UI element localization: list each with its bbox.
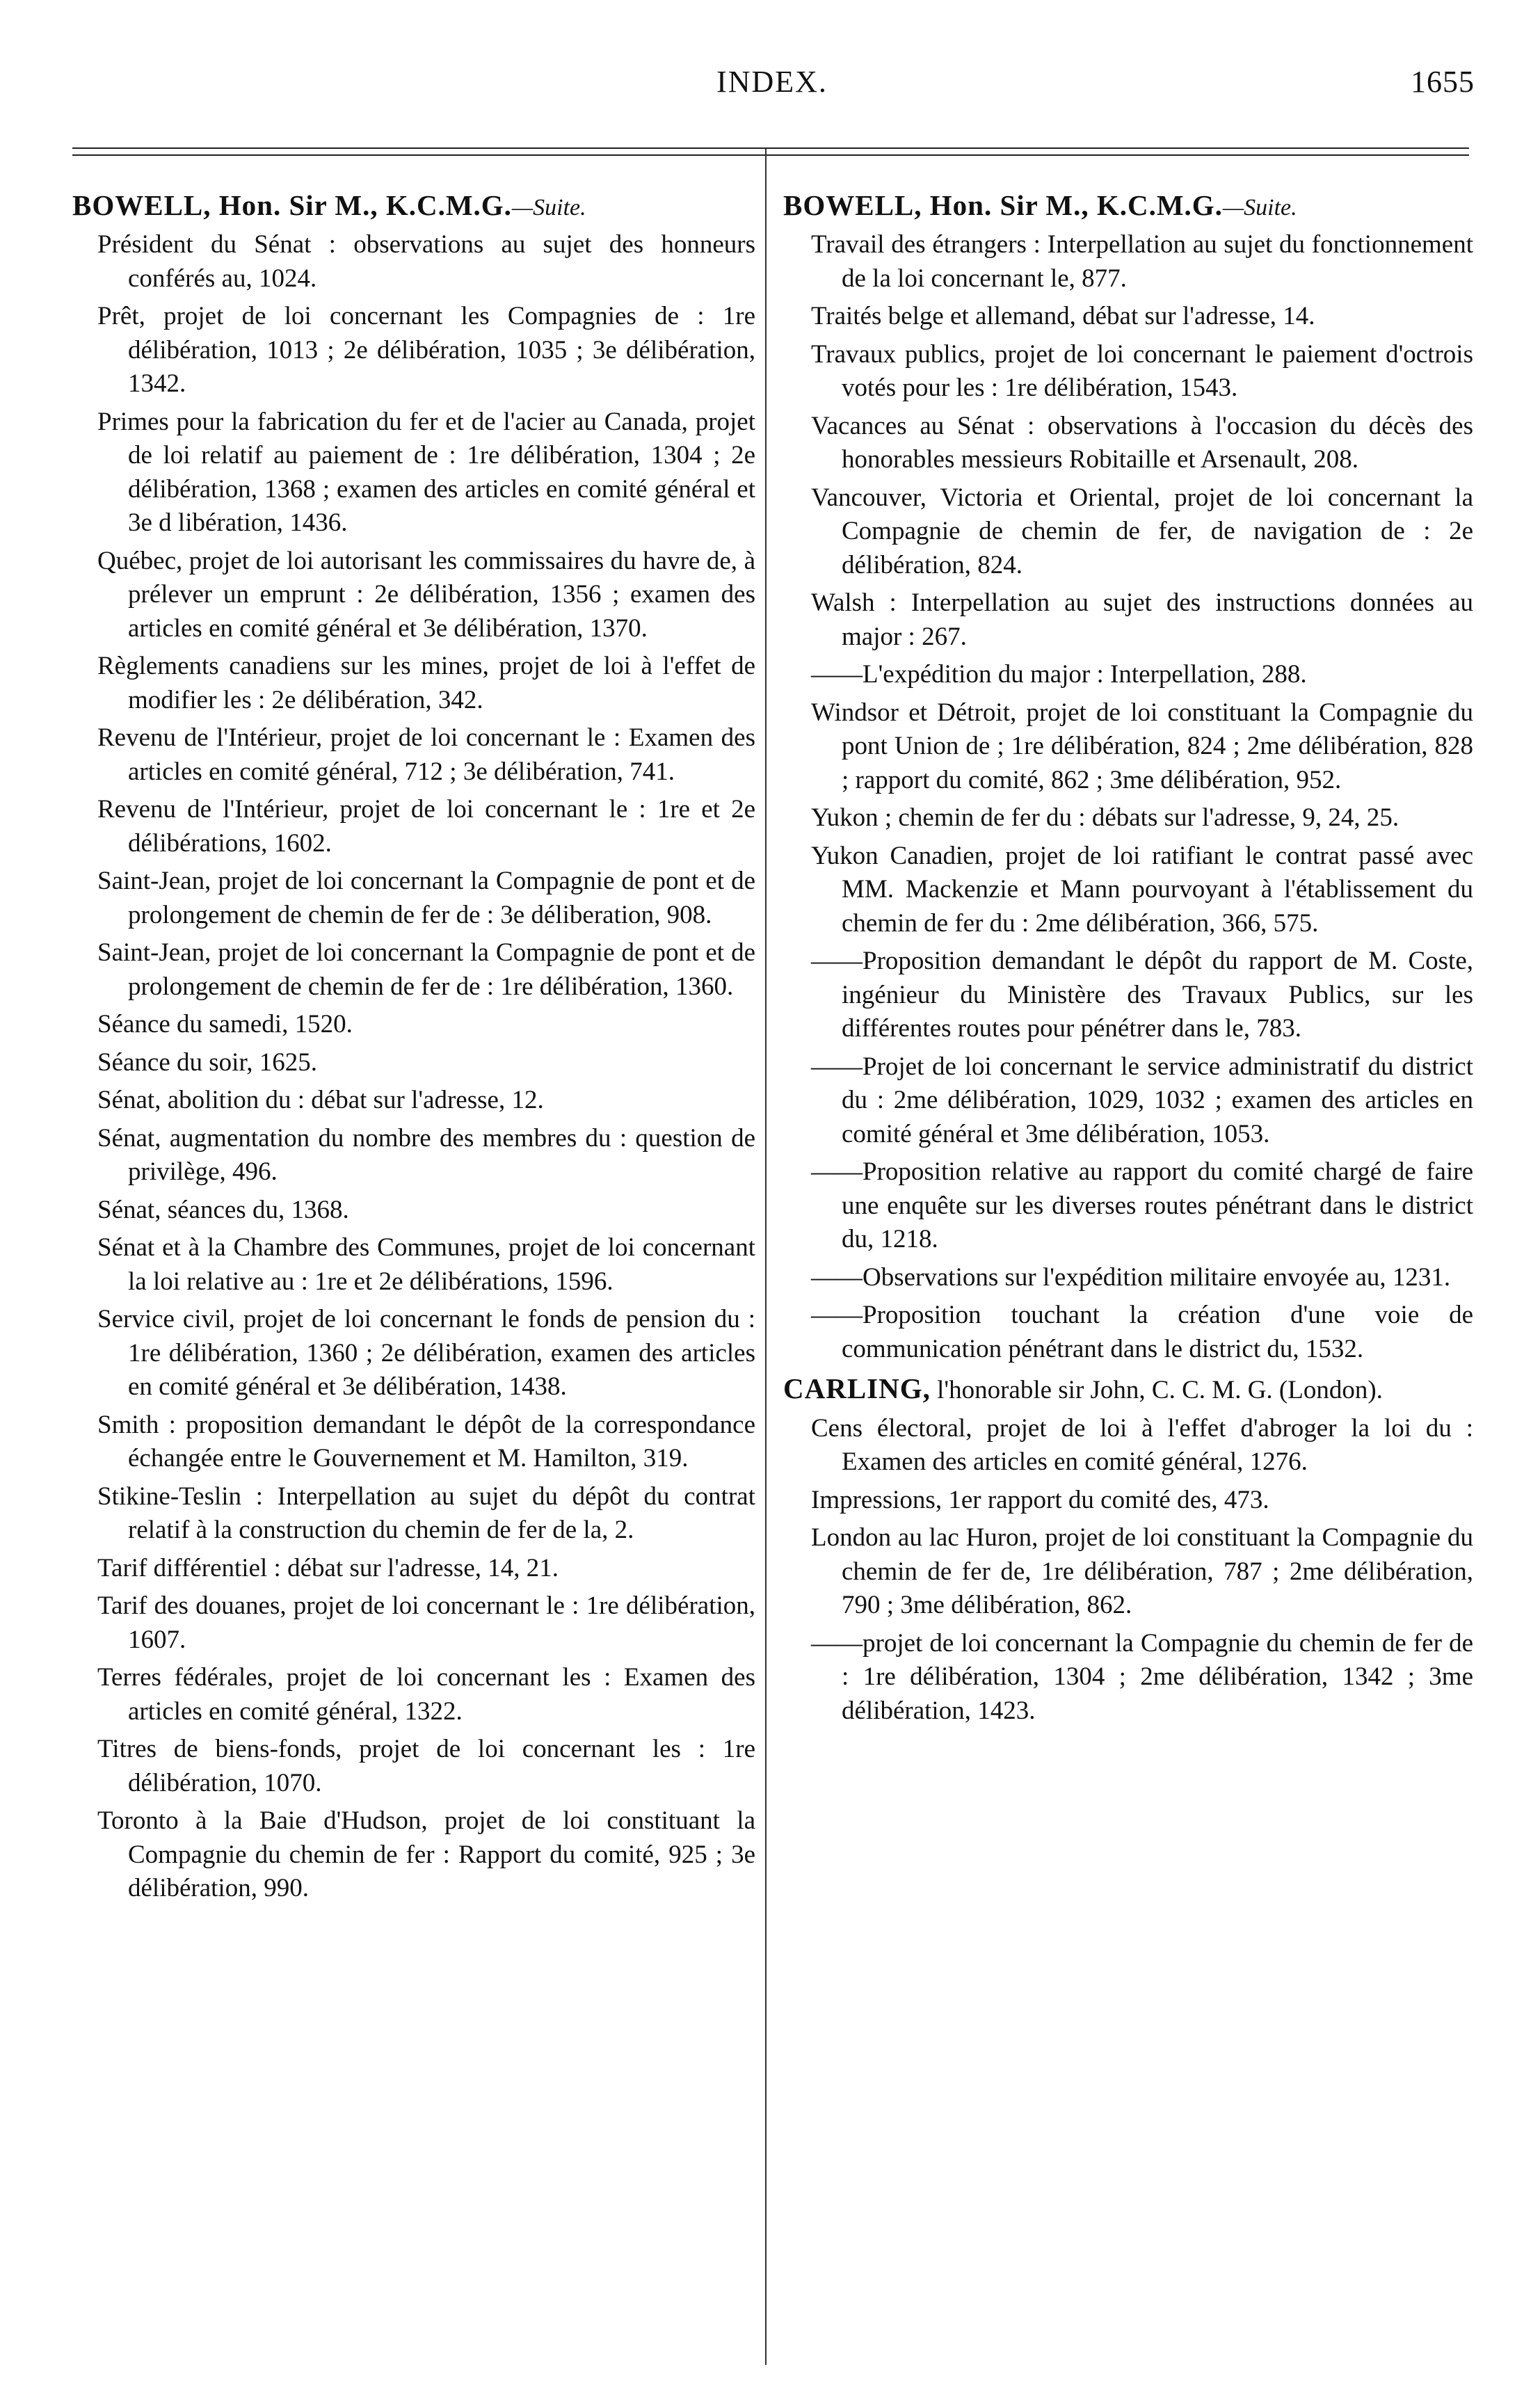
index-entry: Sénat et à la Chambre des Communes, projet de loi concernant la loi relative au : 1re et 2e délibérations, 1596. [97,1233,755,1296]
carling-heading [783,1372,1473,1408]
carling-title: l'honorable sir John, C. C. M. G. (London). [930,1376,1383,1404]
index-entry: Impressions, 1er rapport du comité des, 473. [811,1485,1269,1514]
index-subentry: ——Proposition touchant la création d'une voie de communication pénétrant dans le district du, 1532. [811,1301,1473,1363]
index-entry: Président du Sénat : observations au sujet des honneurs conférés au, 1024. [97,230,755,293]
index-entry: Toronto à la Baie d'Hudson, projet de loi constituant la Compagnie du chemin de fer : Rapport du comité, 925 ; 3e délibération, 990. [97,1806,755,1902]
index-entry: Revenu de l'Intérieur, projet de loi concernant le : 1re et 2e délibérations, 1602. [97,795,755,858]
page-header [0,64,1540,113]
header-rule-bottom [72,154,1469,156]
index-entry: Walsh : Interpellation au sujet des instructions données au major : 267. [811,588,1473,651]
index-entry: Sénat, abolition du : débat sur l'adresse, 12. [97,1086,544,1114]
index-subentry: ——projet de loi concernant la Compagnie du chemin de fer de : 1re délibération, 1304 ; 2me délibération, 1342 ; 3me délibération, 1423. [811,1628,1473,1725]
index-entry: Vacances au Sénat : observations à l'occasion du décès des honorables messieurs Robitaille et Arsenault, 208. [811,411,1473,474]
index-subentry: ——Proposition relative au rapport du comité chargé de faire une enquête sur les diverses routes pénétrant dans le district du, 1218. [811,1157,1473,1253]
index-entry: Travail des étrangers : Interpellation au sujet du fonctionnement de la loi concernant le, 877. [811,230,1473,293]
heading-suite: —Suite. [1222,195,1297,220]
index-entry: Séance du samedi, 1520. [97,1010,353,1038]
heading-suite: —Suite. [511,195,586,220]
index-entry: Stikine-Teslin : Interpellation au sujet du dépôt du contrat relatif à la construction du chemin de fer de la, 2. [97,1482,755,1544]
index-entry: Règlements canadiens sur les mines, projet de loi à l'effet de modifier les : 2e délibération, 342. [97,652,755,714]
index-entry: Prêt, projet de loi concernant les Compagnies de : 1re délibération, 1013 ; 2e délibération, 1035 ; 3e délibération, 1342. [97,302,755,398]
right-column-heading [783,188,1473,225]
index-subentry: ——L'expédition du major : Interpellation, 288. [811,660,1307,689]
index-entry: Primes pour la fabrication du fer et de l'acier au Canada, projet de loi relatif au paiement de : 1re délibération, 1304 ; 2e délibération, 1368 ; examen des articles en comité général et 3e d libération, 1436. [97,407,755,537]
page-number: 1655 [1411,65,1475,99]
index-entry: Sénat, séances du, 1368. [97,1195,349,1224]
page-title: INDEX. [716,65,828,99]
index-entry: Cens électoral, projet de loi à l'effet d'abroger la loi du : Examen des articles en comité général, 1276. [811,1413,1473,1476]
header-rule-top [72,147,1469,149]
carling-name: CARLING, [783,1372,931,1404]
index-subentry: ——Observations sur l'expédition militaire envoyée au, 1231. [811,1262,1451,1292]
index-entry: Saint-Jean, projet de loi concernant la Compagnie de pont et de prolongement de chemin de fer de : 3e déliberation, 908. [97,867,755,929]
index-entry: Québec, projet de loi autorisant les commissaires du havre de, à prélever un emprunt : 2e délibération, 1356 ; examen des articles en comité général et 3e délibération, 1370. [97,546,755,643]
index-entry: London au lac Huron, projet de loi constituant la Compagnie du chemin de fer de, 1re délibération, 787 ; 2me délibération, 790 ; 3me délibération, 862. [811,1523,1473,1619]
index-entry: Revenu de l'Intérieur, projet de loi concernant le : Examen des articles en comité général, 712 ; 3e délibération, 741. [97,723,755,786]
index-entry: Séance du soir, 1625. [97,1048,318,1077]
left-column-heading [72,188,755,225]
index-entry: Terres fédérales, projet de loi concernant les : Examen des articles en comité général, 1322. [97,1663,755,1726]
index-entry: Windsor et Détroit, projet de loi constituant la Compagnie du pont Union de ; 1re délibération, 824 ; 2me délibération, 828 ; rapport du comité, 862 ; 3me délibération, 952. [811,698,1473,794]
index-entry: Tarif différentiel : débat sur l'adresse, 14, 21. [97,1553,559,1582]
index-entry: Yukon ; chemin de fer du : débats sur l'adresse, 9, 24, 25. [811,803,1399,832]
index-entry: Tarif des douanes, projet de loi concernant le : 1re délibération, 1607. [97,1591,755,1654]
left-column [72,188,755,1910]
column-divider [765,149,767,2365]
index-entry: Travaux publics, projet de loi concernant le paiement d'octrois votés pour les : 1re délibération, 1543. [811,339,1473,402]
index-entry: Titres de biens-fonds, projet de loi concernant les : 1re délibération, 1070. [97,1735,755,1797]
index-entry: Saint-Jean, projet de loi concernant la Compagnie de pont et de prolongement de chemin de fer de : 1re délibération, 1360. [97,938,755,1001]
heading-name: BOWELL, Hon. Sir M., K.C.M.G. [783,189,1223,221]
index-entry: Vancouver, Victoria et Oriental, projet de loi concernant la Compagnie de chemin de fer, de navigation de : 2e délibération, 824. [811,483,1473,579]
index-entry: Service civil, projet de loi concernant le fonds de pension du : 1re délibération, 1360 ; 2e délibération, examen des articles en comité général et 3e délibération, 1438. [97,1305,755,1401]
index-subentry: ——Proposition demandant le dépôt du rapport de M. Coste, ingénieur du Ministère des Travaux Publics, sur les différentes routes pour pénétrer dans le, 783. [811,947,1473,1043]
index-subentry: ——Projet de loi concernant le service administratif du district du : 2me délibération, 1029, 1032 ; examen des articles en comité général et 3me délibération, 1053. [811,1052,1473,1148]
index-entry: Smith : proposition demandant le dépôt de la correspondance échangée entre le Gouvernement et M. Hamilton, 319. [97,1410,755,1473]
index-entry: Yukon Canadien, projet de loi ratifiant le contrat passé avec MM. Mackenzie et Mann pourvoyant à l'établissement du chemin de fer du : 2me délibération, 366, 575. [811,841,1473,938]
index-entry: Traités belge et allemand, débat sur l'adresse, 14. [811,302,1315,330]
right-column [783,188,1473,1732]
heading-name: BOWELL, Hon. Sir M., K.C.M.G. [72,189,512,221]
index-entry: Sénat, augmentation du nombre des membres du : question de privilège, 496. [97,1123,755,1186]
